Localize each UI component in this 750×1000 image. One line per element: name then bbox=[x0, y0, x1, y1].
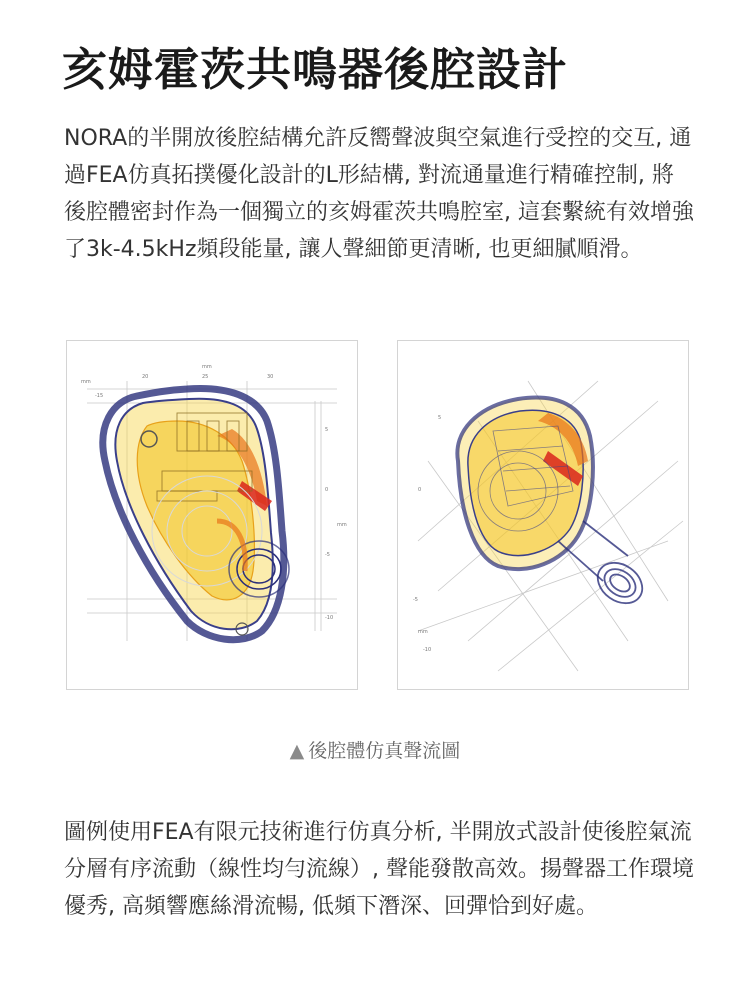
axis-unit-label: mm bbox=[81, 379, 91, 385]
axis-tick-label: 30 bbox=[267, 374, 274, 380]
page-title: 亥姆霍茨共鳴器後腔設計 bbox=[62, 43, 569, 96]
axis-tick-label: 0 bbox=[418, 487, 422, 493]
intro-paragraph: NORA的半開放後腔結構允許反嚮聲波與空氣進行受控的交互, 通過FEA仿真拓撲優化設計的L形結構, 對流通量進行精確控制, 將後腔體密封作為一個獨立的亥姆霍茨共鳴腔室, 這套繫統有效增強了3k-4.5kHz頻段能量, 讓人聲細節更清晰, 也更細膩順滑。 bbox=[64, 126, 694, 262]
earpiece-perspective-simulation-icon bbox=[398, 341, 688, 689]
axis-tick-label: 20 bbox=[142, 374, 149, 380]
axis-tick-label: -10 bbox=[423, 647, 432, 653]
triangle-up-icon: ▲ bbox=[289, 740, 305, 762]
axis-tick-label: 5 bbox=[325, 427, 329, 433]
axis-tick-label: 0 bbox=[325, 487, 329, 493]
figure-caption bbox=[0, 736, 750, 763]
axis-unit-label: mm bbox=[337, 522, 347, 528]
axis-tick-label: 25 bbox=[202, 374, 209, 380]
axis-tick-label: -15 bbox=[95, 393, 104, 399]
axis-tick-label: 5 bbox=[438, 415, 442, 421]
simulation-figure-perspective bbox=[397, 340, 689, 690]
simulation-figure-front bbox=[66, 340, 358, 690]
earpiece-front-simulation-icon bbox=[67, 341, 357, 689]
caption-text: 後腔體仿真聲流圖 bbox=[308, 740, 461, 762]
axis-unit-label: mm bbox=[202, 364, 212, 370]
axis-tick-label: -5 bbox=[413, 597, 418, 603]
axis-tick-label: -5 bbox=[325, 552, 330, 558]
axis-unit-label: mm bbox=[418, 629, 428, 635]
axis-tick-label: -10 bbox=[325, 615, 334, 621]
body-paragraph: 圖例使用FEA有限元技術進行仿真分析, 半開放式設計使後腔氣流分層有序流動（線性均勻流線）, 聲能發散高效。揚聲器工作環境優秀, 高頻響應絲滑流暢, 低頻下潛深、回彈恰到好處。 bbox=[64, 820, 694, 919]
